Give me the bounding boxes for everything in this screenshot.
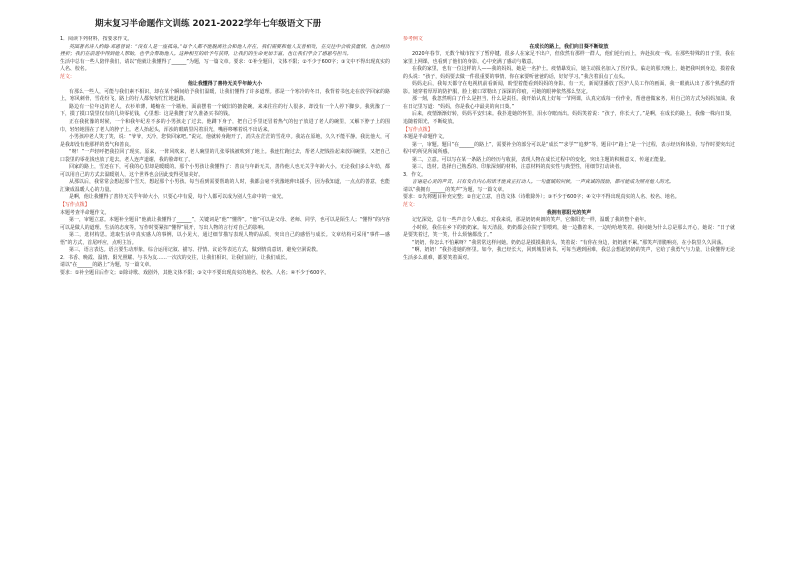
left-paragraph: 范文： (60, 73, 75, 80)
right-paragraph: 第三，选材。选择自己熟悉的、印象深刻的材料，注意材料的真实性与典型性，用细节打动读者。 (412, 164, 625, 171)
right-paragraph: 第一，审题。题目“在______的路上”，需要补全的部分可以是“成长”“求学”“追梦”等，题目中“路上”是一个过程，表示经历和体验，写作时要突出过程中的所见所闻所感。 (403, 141, 735, 156)
left-paragraph: 路边有一位年迈的老人，衣衫单薄，蜷缩在一个墙角，面前摆着一个破旧的搪瓷碗。来来往往的行人很多，却没有一个人停下脚步。我犹豫了一下，摸了摸口袋里仅有的几块零花钱，心里想：这是我攒了好久准备买书的钱。 (60, 103, 390, 118)
right-paragraph: 小时候，我住在乡下的奶奶家。每天清晨，奶奶都会在院子里喂鸡，她一边撒着米，一边哈哈地笑着。我问她为什么总是那么开心，她说：“日子就是要笑着过，笑一笑，什么烦恼都没了。” (403, 224, 735, 239)
left-paragraph: 英国著名诗人约翰·邓恩曾说：“没有人是一座孤岛。”每个人都不能脱离社会和他人存在，我们需要和他人友善相处，在交往中会收获温情，也会经历挫折；我们在前进中得到他人帮助，也学会帮助他人。这种相互的给予与获得，让我们的生命更加丰富，也让我们学会了感恩与担当。 (60, 43, 390, 58)
left-paragraph: 第二，选材构思。选取生活中真实感人的事例，以小见大，通过细节描写表现人物的品质，突出自己的感悟与成长。文章结构可采用“事件—感悟”的方式，首尾呼应，点明主旨。 (60, 232, 390, 246)
left-paragraph: 生活中总有一些人陪伴我们，请以“他就让我懂得了______”为题，写一篇文章。要求：①补全题目，文体不限；②不少于600字；③文中不得出现真实的人名、校名。 (60, 58, 390, 73)
right-paragraph: 那一刻，我忽然明白了什么是担当，什么是责任。我开始认真上好每一节网课，认真完成每一份作业，帮爸爸做家务，用自己的方式为妈妈加油。我在日记里写道：“妈妈，你是我心中最美的向日葵。” (403, 96, 735, 110)
left-paragraph: 小男孩冲老人笑了笑，说：“爷爷，天冷，您快回家吧。”说完，他就转身跑开了，消失在茫茫的雪花中。我站在原地，久久不能平静。我比他大，可是我却没有他那样的勇气和善良。 (60, 134, 390, 148)
right-paragraph: 参考例文 (403, 36, 423, 42)
right-paragraph: 2020年春节，无数个城市按下了暂停键，很多人在家足不出户，但依然有那样一群人，他们逆行而上，奔赴抗疫一线。在那些特殊的日子里，我在家里上网课，也看到了他们的身影，心中充满了感动与敬意。 (403, 51, 735, 65)
left-paragraph: 请以“在______的路上”为题，写一篇文章。 (60, 262, 155, 269)
right-paragraph: “奶奶，你怎么不怕累呀？”我常常这样问她。奶奶总是摸摸我的头，笑着说：“有你在身边，奶奶就不累。”那笑声清脆响亮，在小院里久久回荡。 (412, 239, 727, 246)
right-paragraph: 第二，立意。可以写在某一条路上的经历与收获，表现人物在成长过程中的变化，突出主题的积极意义，传递正能量。 (412, 156, 669, 163)
left-paragraph: 【写作点拨】 (60, 202, 90, 209)
left-paragraph: 是啊，他让我懂得了善待无关乎年龄大小，只要心中有爱，每个人都可以成为别人生命中的一束光。 (69, 194, 287, 201)
left-paragraph: 第一，审题立意。本题补全题目“他就让我懂得了______”，关键词是“他”“懂得”。“他”可以是父母、老师、同学，也可以是陌生人；“懂得”的内容可以是做人的道理、生活的态度等。写作时要紧扣“懂得”展开，写出人物的言行对自己的影响。 (60, 217, 390, 231)
left-paragraph: 要求：①补全题目后作文；②除诗歌、戏剧外，其他文体不限；③文中不要出现真实的地名、校名、人名；④不少于600字。 (60, 269, 330, 276)
right-paragraph: 妈妈走后，我每天都守在电视机前看新闻，盼望着能看到妈妈的身影。有一天，新闻里播放了医护人员工作的画面，我一眼就认出了那个熟悉的背影。她穿着厚厚的防护服，脸上被口罩勒出了深深的印痕，可她的眼神依然那么坚定。 (403, 81, 735, 95)
right-paragraph: 要求：①先将题目补充完整；②自定立意，自选文体（诗歌除外）；③不少于600字；④文中不得出现真实的人名、校名、地名。 (403, 194, 680, 201)
right-paragraph: “啊，奶奶！”我扑进她的怀里。如今，我已经长大，回到城里读书，可每当遇到困难，我总会想起奶奶的笑声，它给了我勇气与力量，让我懂得无论生活多么艰难，都要笑着面对。 (403, 247, 735, 261)
left-paragraph: 2．书香、晚霞、温情、阳光照耀、与书为友……一次次的交往，让我们相识，让我们前行，让我们成长。 (60, 254, 291, 261)
left-paragraph: 有那么一些人，可能与我们素不相识，却在某个瞬间给予我们温暖，让我们懂得了许多道理。那是一个寒冷的冬日，我背着书包走在放学回家的路上，寒风刺骨，雪花纷飞，路上的行人都匆匆忙忙地赶路。 (60, 88, 390, 103)
left-paragraph: 从那以后，我常常会想起那个雪天，想起那个小男孩。每当看到需要帮助的人时，我都会毫不犹豫地伸出援手，因为我知道，一点点的善意，也能汇聚成温暖人心的力量。 (60, 179, 390, 193)
left-column (60, 36, 390, 556)
right-paragraph: 记忆深处，总有一些声音令人难忘。对我来说，那是奶奶爽朗的笑声，它像阳光一样，温暖了我的整个童年。 (412, 217, 650, 224)
page-title: 期末复习半命题作文训练 2021-2022学年七年级语文下册 (95, 19, 322, 29)
left-paragraph: 第三，语言表达。语言要生动形象，综合运用记叙、描写、抒情、议论等表达方式，做到情真意切，避免空洞说教。 (69, 247, 321, 254)
left-paragraph: 他让我懂得了善待无关乎年龄大小 (187, 81, 263, 88)
right-paragraph: 后来，疫情渐渐好转，妈妈平安归来。我扑进她的怀里，泪水夺眶而出。妈妈笑着说：“孩子，你长大了。”是啊，在成长的路上，我像一株向日葵，追随着阳光，不断绽放。 (403, 111, 735, 126)
right-paragraph: 在我的家里，也有一位这样的人——我的妈妈。她是一名护士。疫情暴发后，她主动报名加入了医疗队。临走的那天晚上，她把我叫到身边，摸着我的头说：“孩子，妈妈要去做一件很重要的事情，你在家要听爸爸的话，好好学习。”我含着泪点了点头。 (403, 66, 735, 80)
right-column (403, 36, 735, 556)
left-paragraph: 回家的路上，雪还在下，可我的心里却是暖暖的。那个小男孩让我懂得了：善良与年龄无关，善待他人也无关乎年龄大小。无论我们多么年幼，都可以用自己的方式去温暖别人，这个世界也会因此变得更加美好。 (60, 164, 390, 178)
left-paragraph: 本题考查半命题作文。 (60, 209, 110, 216)
right-paragraph: 请以“我拥有______的笑声”为题，写一篇文章。 (403, 186, 508, 193)
right-paragraph: 我拥有那阳光的笑声 (546, 209, 592, 216)
right-paragraph: 范文： (403, 202, 418, 209)
right-paragraph: 言语是心灵的声音，只有发自内心的话才能真正打动人。一句温暖的问候，一声真诚的鼓励，都可能成为照亮他人的光。 (412, 179, 674, 186)
right-paragraph: 本题是半命题作文。 (403, 134, 448, 141)
left-paragraph: “呀！”一声轻呼把我拉回了现实。原来，一阵风吹来，老人碗里的几张零钱被吹到了地上。我连忙跑过去，帮老人把钱捡起来放回碗里，又把自己口袋里的零花钱也放了进去。老人连声道谢，我的脸却红了。 (60, 149, 390, 163)
right-paragraph: 【写作点拨】 (403, 126, 433, 133)
left-paragraph: 1．阅读下列材料，按要求作文。 (60, 36, 133, 42)
right-paragraph: 在成长的路上，我们向日葵不断绽放 (529, 43, 609, 50)
right-paragraph: 3．作文。 (403, 171, 426, 178)
left-paragraph: 正在我犹豫的时候，一个和我年纪差不多的小男孩走了过去。他蹲下身子，把自己手里还冒着热气的包子放进了老人的碗里，又解下脖子上的围巾，轻轻地围在了老人的脖子上。老人抬起头，浑浊的眼睛里闪着泪光，嘴唇哆嗦着说不出话来。 (60, 119, 390, 133)
